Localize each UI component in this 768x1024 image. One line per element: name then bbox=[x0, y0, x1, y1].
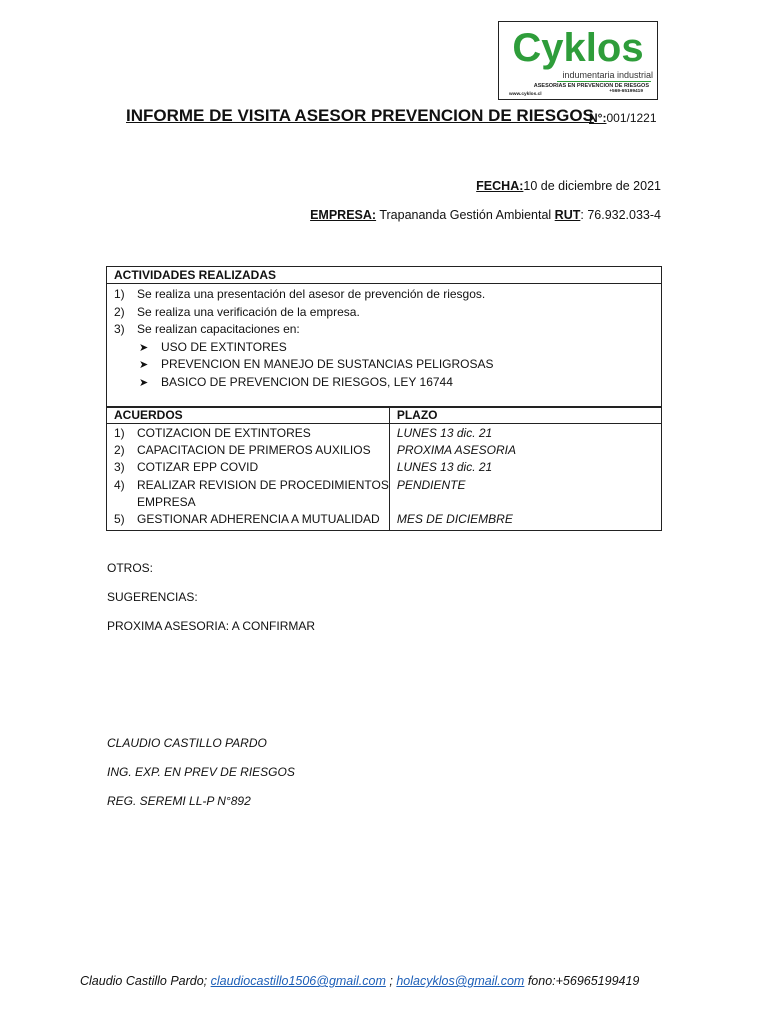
signer-name: CLAUDIO CASTILLO PARDO bbox=[107, 736, 267, 750]
logo-divider bbox=[557, 81, 651, 82]
deadline-item: PROXIMA ASESORIA bbox=[396, 443, 516, 458]
agreements-header: ACUERDOS bbox=[107, 407, 390, 424]
next-visit-text: PROXIMA ASESORIA: A CONFIRMAR bbox=[107, 619, 316, 633]
logo-subtitle: indumentaria industrial bbox=[562, 70, 653, 80]
arrow-bullet-icon: ➤ bbox=[139, 376, 149, 389]
signer-registration: REG. SEREMI LL-P N°892 bbox=[107, 794, 251, 808]
date-row bbox=[476, 179, 661, 193]
suggestions-label: SUGERENCIAS: bbox=[107, 590, 198, 604]
company-value: Trapananda Gestión Ambiental bbox=[376, 208, 555, 222]
agreements-list bbox=[107, 424, 390, 531]
activities-table bbox=[106, 266, 662, 408]
activity-item: 3) Se realizan capacitaciones en: bbox=[114, 322, 300, 336]
logo-tagline: ASESORIAS EN PREVENCION DE RIESGOS bbox=[533, 83, 649, 89]
deadline-header: PLAZO bbox=[389, 407, 661, 424]
footer-email-link-2[interactable]: holacyklos@gmail.com bbox=[396, 974, 525, 988]
arrow-bullet-icon: ➤ bbox=[139, 341, 149, 354]
activity-subitem: ➤ USO DE EXTINTORES bbox=[114, 339, 661, 357]
rut-value: : 76.932.033-4 bbox=[580, 208, 661, 222]
activity-item: 2) Se realiza una verificación de la empresa. bbox=[114, 304, 360, 319]
rut-label: RUT bbox=[554, 208, 581, 222]
agreement-item-continued: EMPRESA bbox=[137, 494, 196, 509]
activities-body bbox=[107, 284, 662, 408]
deadlines-list bbox=[389, 424, 661, 531]
deadline-item: MES DE DICIEMBRE bbox=[396, 512, 513, 527]
company-row bbox=[310, 208, 661, 222]
activity-item: 1) Se realiza una presentación del asesor de prevención de riesgos. bbox=[114, 287, 486, 301]
footer-email-link-1[interactable]: claudiocastillo1506@gmail.com bbox=[210, 974, 386, 988]
activity-subitem: ➤ BASICO DE PREVENCION DE RIESGOS, LEY 16744 bbox=[114, 374, 661, 392]
logo-website: www.cyklos.cl bbox=[509, 92, 542, 97]
report-number-label: N°: bbox=[589, 111, 607, 125]
deadline-item: LUNES 13 dic. 21 bbox=[396, 426, 493, 440]
agreement-item: 4) REALIZAR REVISION DE PROCEDIMIENTOS bbox=[114, 477, 389, 492]
agreement-item: 1) COTIZACION DE EXTINTORES bbox=[114, 426, 311, 440]
agreement-item: 2) CAPACITACION DE PRIMEROS AUXILIOS bbox=[114, 443, 371, 458]
footer-phone: fono:+56965199419 bbox=[524, 974, 640, 988]
logo-wordmark: Cyklos bbox=[512, 26, 644, 70]
agreements-table bbox=[106, 406, 662, 531]
activities-header: ACTIVIDADES REALIZADAS bbox=[107, 267, 662, 284]
footer bbox=[80, 974, 639, 988]
others-label: OTROS: bbox=[107, 561, 154, 575]
company-label: EMPRESA: bbox=[310, 208, 377, 222]
deadline-item: PENDIENTE bbox=[396, 477, 466, 492]
signer-title: ING. EXP. EN PREV DE RIESGOS bbox=[107, 765, 295, 779]
arrow-bullet-icon: ➤ bbox=[139, 359, 149, 371]
activity-subitem: ➤ PREVENCION EN MANEJO DE SUSTANCIAS PELIGROSAS bbox=[114, 356, 661, 374]
agreement-item: 5) GESTIONAR ADHERENCIA A MUTUALIDAD bbox=[114, 512, 380, 527]
deadline-item: LUNES 13 dic. 21 bbox=[396, 460, 493, 475]
logo-phone: +569-65199419 bbox=[609, 89, 643, 94]
footer-separator: ; bbox=[385, 974, 397, 988]
report-title: INFORME DE VISITA ASESOR PREVENCION DE RIESGOS bbox=[126, 106, 594, 125]
deadline-spacer bbox=[397, 494, 661, 511]
date-label: FECHA: bbox=[476, 179, 524, 193]
report-number bbox=[589, 111, 657, 125]
company-logo bbox=[498, 21, 658, 100]
date-value: 10 de diciembre de 2021 bbox=[523, 179, 661, 193]
report-number-value: 001/1221 bbox=[606, 111, 657, 125]
agreement-item: 3) COTIZAR EPP COVID bbox=[114, 460, 259, 475]
footer-name: Claudio Castillo Pardo; bbox=[80, 974, 211, 988]
